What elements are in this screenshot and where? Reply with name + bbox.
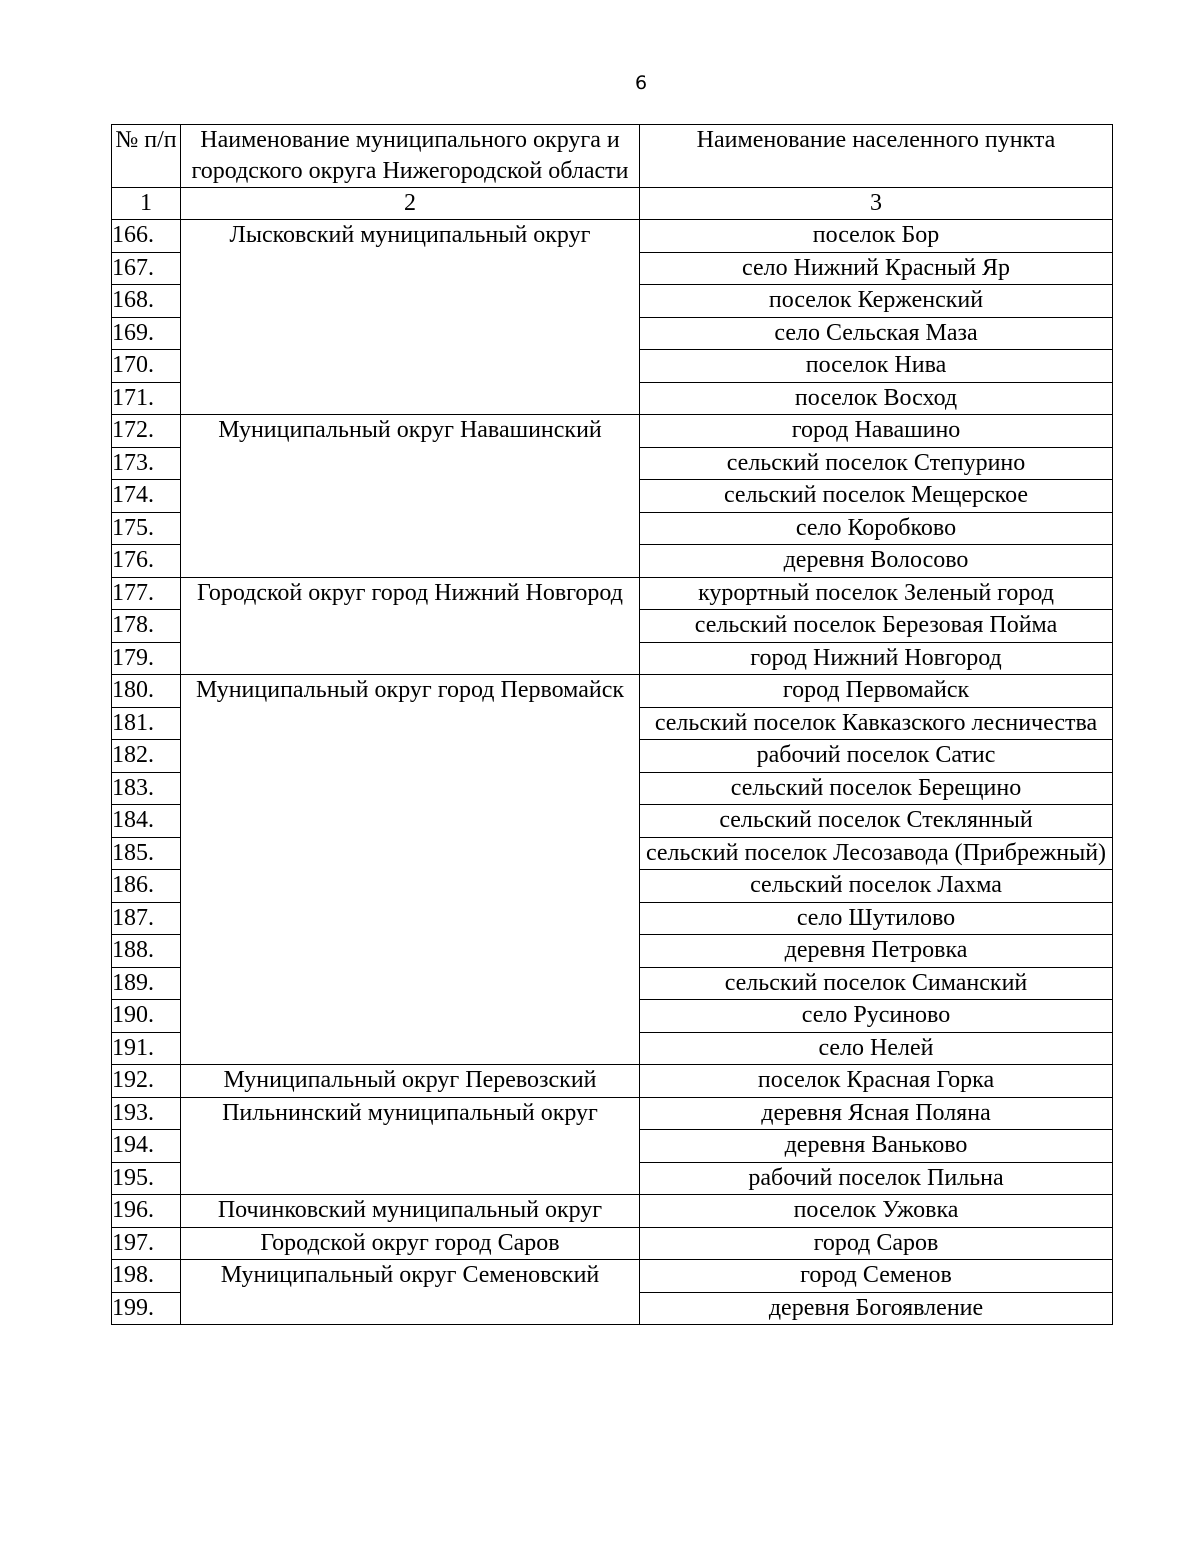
row-number: 181. [112,707,181,740]
district-name: Муниципальный округ Перевозский [181,1065,640,1098]
row-number: 180. [112,675,181,708]
settlement-name: село Русиново [640,1000,1113,1033]
row-number: 192. [112,1065,181,1098]
row-number: 196. [112,1195,181,1228]
table-row [112,675,1113,708]
column-index-row [112,188,1113,220]
row-number: 199. [112,1292,181,1325]
settlement-name: город Первомайск [640,675,1113,708]
settlement-name: курортный поселок Зеленый город [640,577,1113,610]
row-number: 171. [112,382,181,415]
settlement-name: село Коробково [640,512,1113,545]
settlement-name: деревня Ваньково [640,1130,1113,1163]
settlement-name: рабочий поселок Пильна [640,1162,1113,1195]
settlement-name: сельский поселок Степурино [640,447,1113,480]
row-number: 176. [112,545,181,578]
row-number: 173. [112,447,181,480]
row-number: 167. [112,252,181,285]
settlement-name: город Нижний Новгород [640,642,1113,675]
settlement-name: поселок Нива [640,350,1113,383]
district-name: Лысковский муниципальный округ [181,220,640,415]
settlement-name: поселок Красная Горка [640,1065,1113,1098]
settlement-name: село Нелей [640,1032,1113,1065]
row-number: 170. [112,350,181,383]
settlement-name: деревня Богоявление [640,1292,1113,1325]
settlement-name: сельский поселок Симанский [640,967,1113,1000]
settlement-name: село Шутилово [640,902,1113,935]
district-name: Городской округ город Нижний Новгород [181,577,640,675]
settlement-name: сельский поселок Стеклянный [640,805,1113,838]
settlement-name: сельский поселок Лесозавода (Прибрежный) [640,837,1113,870]
table-row [112,1097,1113,1130]
row-number: 189. [112,967,181,1000]
settlement-name: поселок Ужовка [640,1195,1113,1228]
row-number: 169. [112,317,181,350]
settlement-name: город Семенов [640,1260,1113,1293]
page-number: 6 [634,72,648,94]
row-number: 190. [112,1000,181,1033]
settlement-name: сельский поселок Лахма [640,870,1113,903]
table-row [112,415,1113,448]
row-number: 193. [112,1097,181,1130]
column-index-1: 1 [112,188,181,220]
row-number: 175. [112,512,181,545]
settlement-name: поселок Керженский [640,285,1113,318]
table-body [112,125,1113,1325]
row-number: 172. [112,415,181,448]
row-number: 187. [112,902,181,935]
table-row [112,1195,1113,1228]
settlement-name: поселок Бор [640,220,1113,253]
row-number: 195. [112,1162,181,1195]
header-number: № п/п [112,125,181,188]
district-name: Городской округ город Саров [181,1227,640,1260]
table-row [112,220,1113,253]
district-name: Муниципальный округ Навашинский [181,415,640,578]
row-number: 194. [112,1130,181,1163]
settlement-name: деревня Петровка [640,935,1113,968]
table-row [112,1227,1113,1260]
settlement-name: город Саров [640,1227,1113,1260]
row-number: 182. [112,740,181,773]
row-number: 166. [112,220,181,253]
settlement-name: рабочий поселок Сатис [640,740,1113,773]
district-name: Пильнинский муниципальный округ [181,1097,640,1195]
header-settlement: Наименование населенного пункта [640,125,1113,188]
row-number: 174. [112,480,181,513]
settlement-name: деревня Волосово [640,545,1113,578]
table-row [112,577,1113,610]
row-number: 188. [112,935,181,968]
settlement-name: сельский поселок Мещерское [640,480,1113,513]
row-number: 185. [112,837,181,870]
settlement-name: сельский поселок Березовая Пойма [640,610,1113,643]
settlement-name: село Сельская Маза [640,317,1113,350]
settlement-name: сельский поселок Берещино [640,772,1113,805]
row-number: 183. [112,772,181,805]
district-name: Муниципальный округ Семеновский [181,1260,640,1325]
row-number: 197. [112,1227,181,1260]
table-row [112,1260,1113,1293]
district-name: Муниципальный округ город Первомайск [181,675,640,1065]
header-row [112,125,1113,188]
column-index-3: 3 [640,188,1113,220]
row-number: 168. [112,285,181,318]
row-number: 186. [112,870,181,903]
district-name: Починковский муниципальный округ [181,1195,640,1228]
settlement-name: поселок Восход [640,382,1113,415]
header-district: Наименование муниципального округа и городского округа Нижегородской области [181,125,640,188]
row-number: 178. [112,610,181,643]
row-number: 177. [112,577,181,610]
row-number: 184. [112,805,181,838]
settlements-table [111,124,1113,1325]
settlement-name: сельский поселок Кавказского лесничества [640,707,1113,740]
row-number: 191. [112,1032,181,1065]
row-number: 198. [112,1260,181,1293]
settlement-name: деревня Ясная Поляна [640,1097,1113,1130]
column-index-2: 2 [181,188,640,220]
settlement-name: город Навашино [640,415,1113,448]
table-row [112,1065,1113,1098]
row-number: 179. [112,642,181,675]
settlement-name: село Нижний Красный Яр [640,252,1113,285]
